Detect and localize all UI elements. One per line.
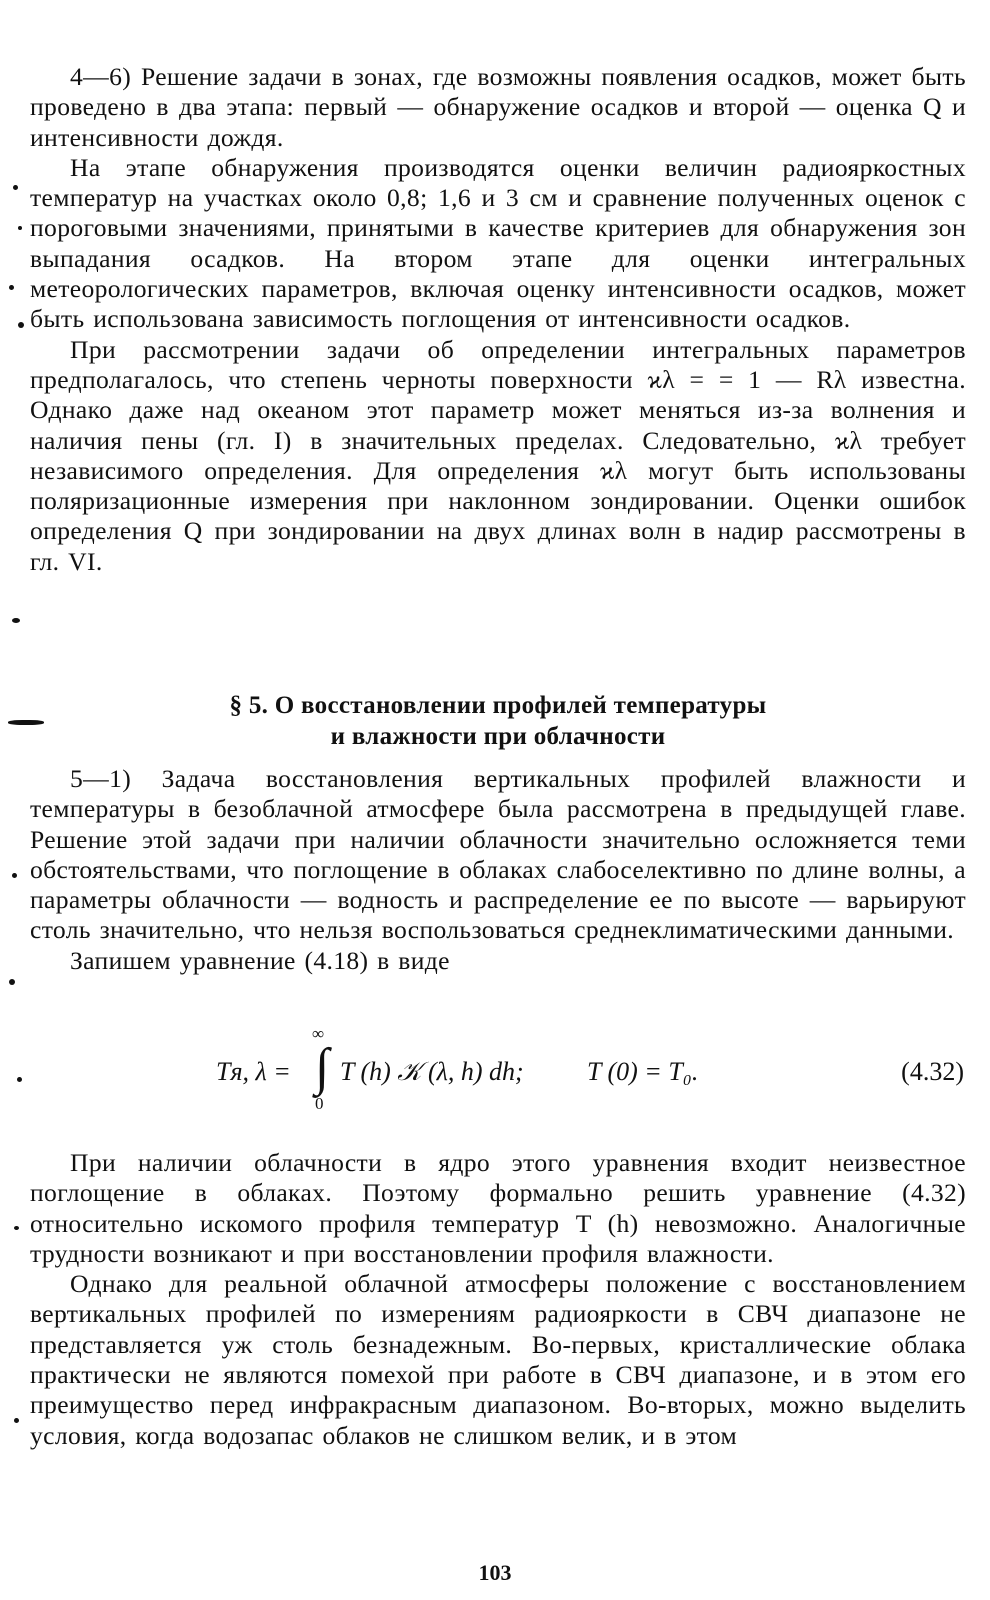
equation-condition: T (0) = T₀. [587,1057,699,1086]
section-heading-line-2: и влажности при облачности [330,723,666,750]
integral-lower-limit: 0 [315,1094,324,1113]
section-heading [30,690,966,752]
scan-speck [9,979,15,985]
paragraph-5: Запишем уравнение (4.18) в виде [70,945,450,975]
scan-speck [8,720,44,725]
scan-speck [14,1418,19,1423]
text-block-top [30,62,966,577]
paragraph-6: При наличии облачности в ядро этого уравнения входит неизвестное поглощение в облаках. Поэтому формально решить уравнение (4.32) относительно искомого профиля температур T (h) невозможно. Аналогичные трудности возникают и при восстановлении профиля влажности. [30,1148,966,1268]
paragraph-2: На этапе обнаружения производятся оценки величин радиояркостных температур на участках около 0,8; 1,6 и 3 см и сравнение полученных оценок с пороговыми значениями, принятыми в качестве критериев для обнаружения зон выпадания осадков. На втором этапе для оценки интегральных метеорологических параметров, включая оценку интенсивности осадков, может быть использована зависимость поглощения от интенсивности осадков. [30,152,966,334]
paragraph-1: 4—6) Решение задачи в зонах, где возможны появления осадков, может быть проведено в два этапа: первый — обнаружение осадков и второй — оценка Q и интенсивности дождя. [30,62,966,152]
scan-speck [9,285,14,290]
equation-integrand: T (h) 𝒦 (λ, h) dh; [340,1057,524,1086]
equation-lhs: Tя, λ = [216,1057,291,1086]
paragraph-4: 5—1) Задача восстановления вертикальных профилей влажности и температуры в безоблачной атмосфере была рассмотрена в предыдущей главе. Решение этой задачи при наличии облачности значительно осложняется теми обстоятельствами, что поглощение в облаках слабоселективно по длине волны, а параметры облачности — водность и распределение ее по высоте — варьируют столь значительно, что нельзя воспользоваться среднеклиматическими данными. [30,764,966,945]
scan-speck [13,185,18,190]
text-block-middle [30,764,966,976]
equation-4-32 [30,1024,966,1118]
integral-upper-limit: ∞ [312,1024,325,1043]
scan-speck [12,618,20,623]
paragraph-3: При рассмотрении задачи об определении интегральных параметров предполагалось, что степень черноты поверхности ϰλ = = 1 — Rλ известна. Однако даже над океаном этот параметр может меняться из-за волнения и наличия пены (гл. I) в значительных пределах. Следовательно, ϰλ требует независимого определения. Для определения ϰλ могут быть использованы поляризационные измерения при наклонном зондировании. Оценки ошибок определения Q при зондировании на двух длинах волн в надир рассмотрены в гл. VI. [30,334,966,576]
equation-number: (4.32) [901,1057,964,1086]
page-number: 103 [478,1560,512,1585]
scan-speck [12,873,17,878]
paragraph-7: Однако для реальной облачной атмосферы положение с восстановлением вертикальных профилей по измерениям радиояркости в СВЧ диапазоне не представляется уж столь безнадежным. Во-первых, кристаллические облака практически не являются помехой при работе в СВЧ диапазоне, и в этом его преимущество перед инфракрасным диапазоном. Во-вторых, можно выделить условия, когда водозапас облаков не слишком велик, и в этом [30,1269,966,1450]
scan-speck [18,226,22,230]
text-block-bottom [30,1148,966,1451]
scan-speck [17,1077,22,1082]
scan-speck [18,322,24,328]
section-heading-line-1: § 5. О восстановлении профилей температуры [229,692,767,719]
scan-speck [14,1226,19,1230]
integral-sign: ∫ [315,1039,330,1096]
